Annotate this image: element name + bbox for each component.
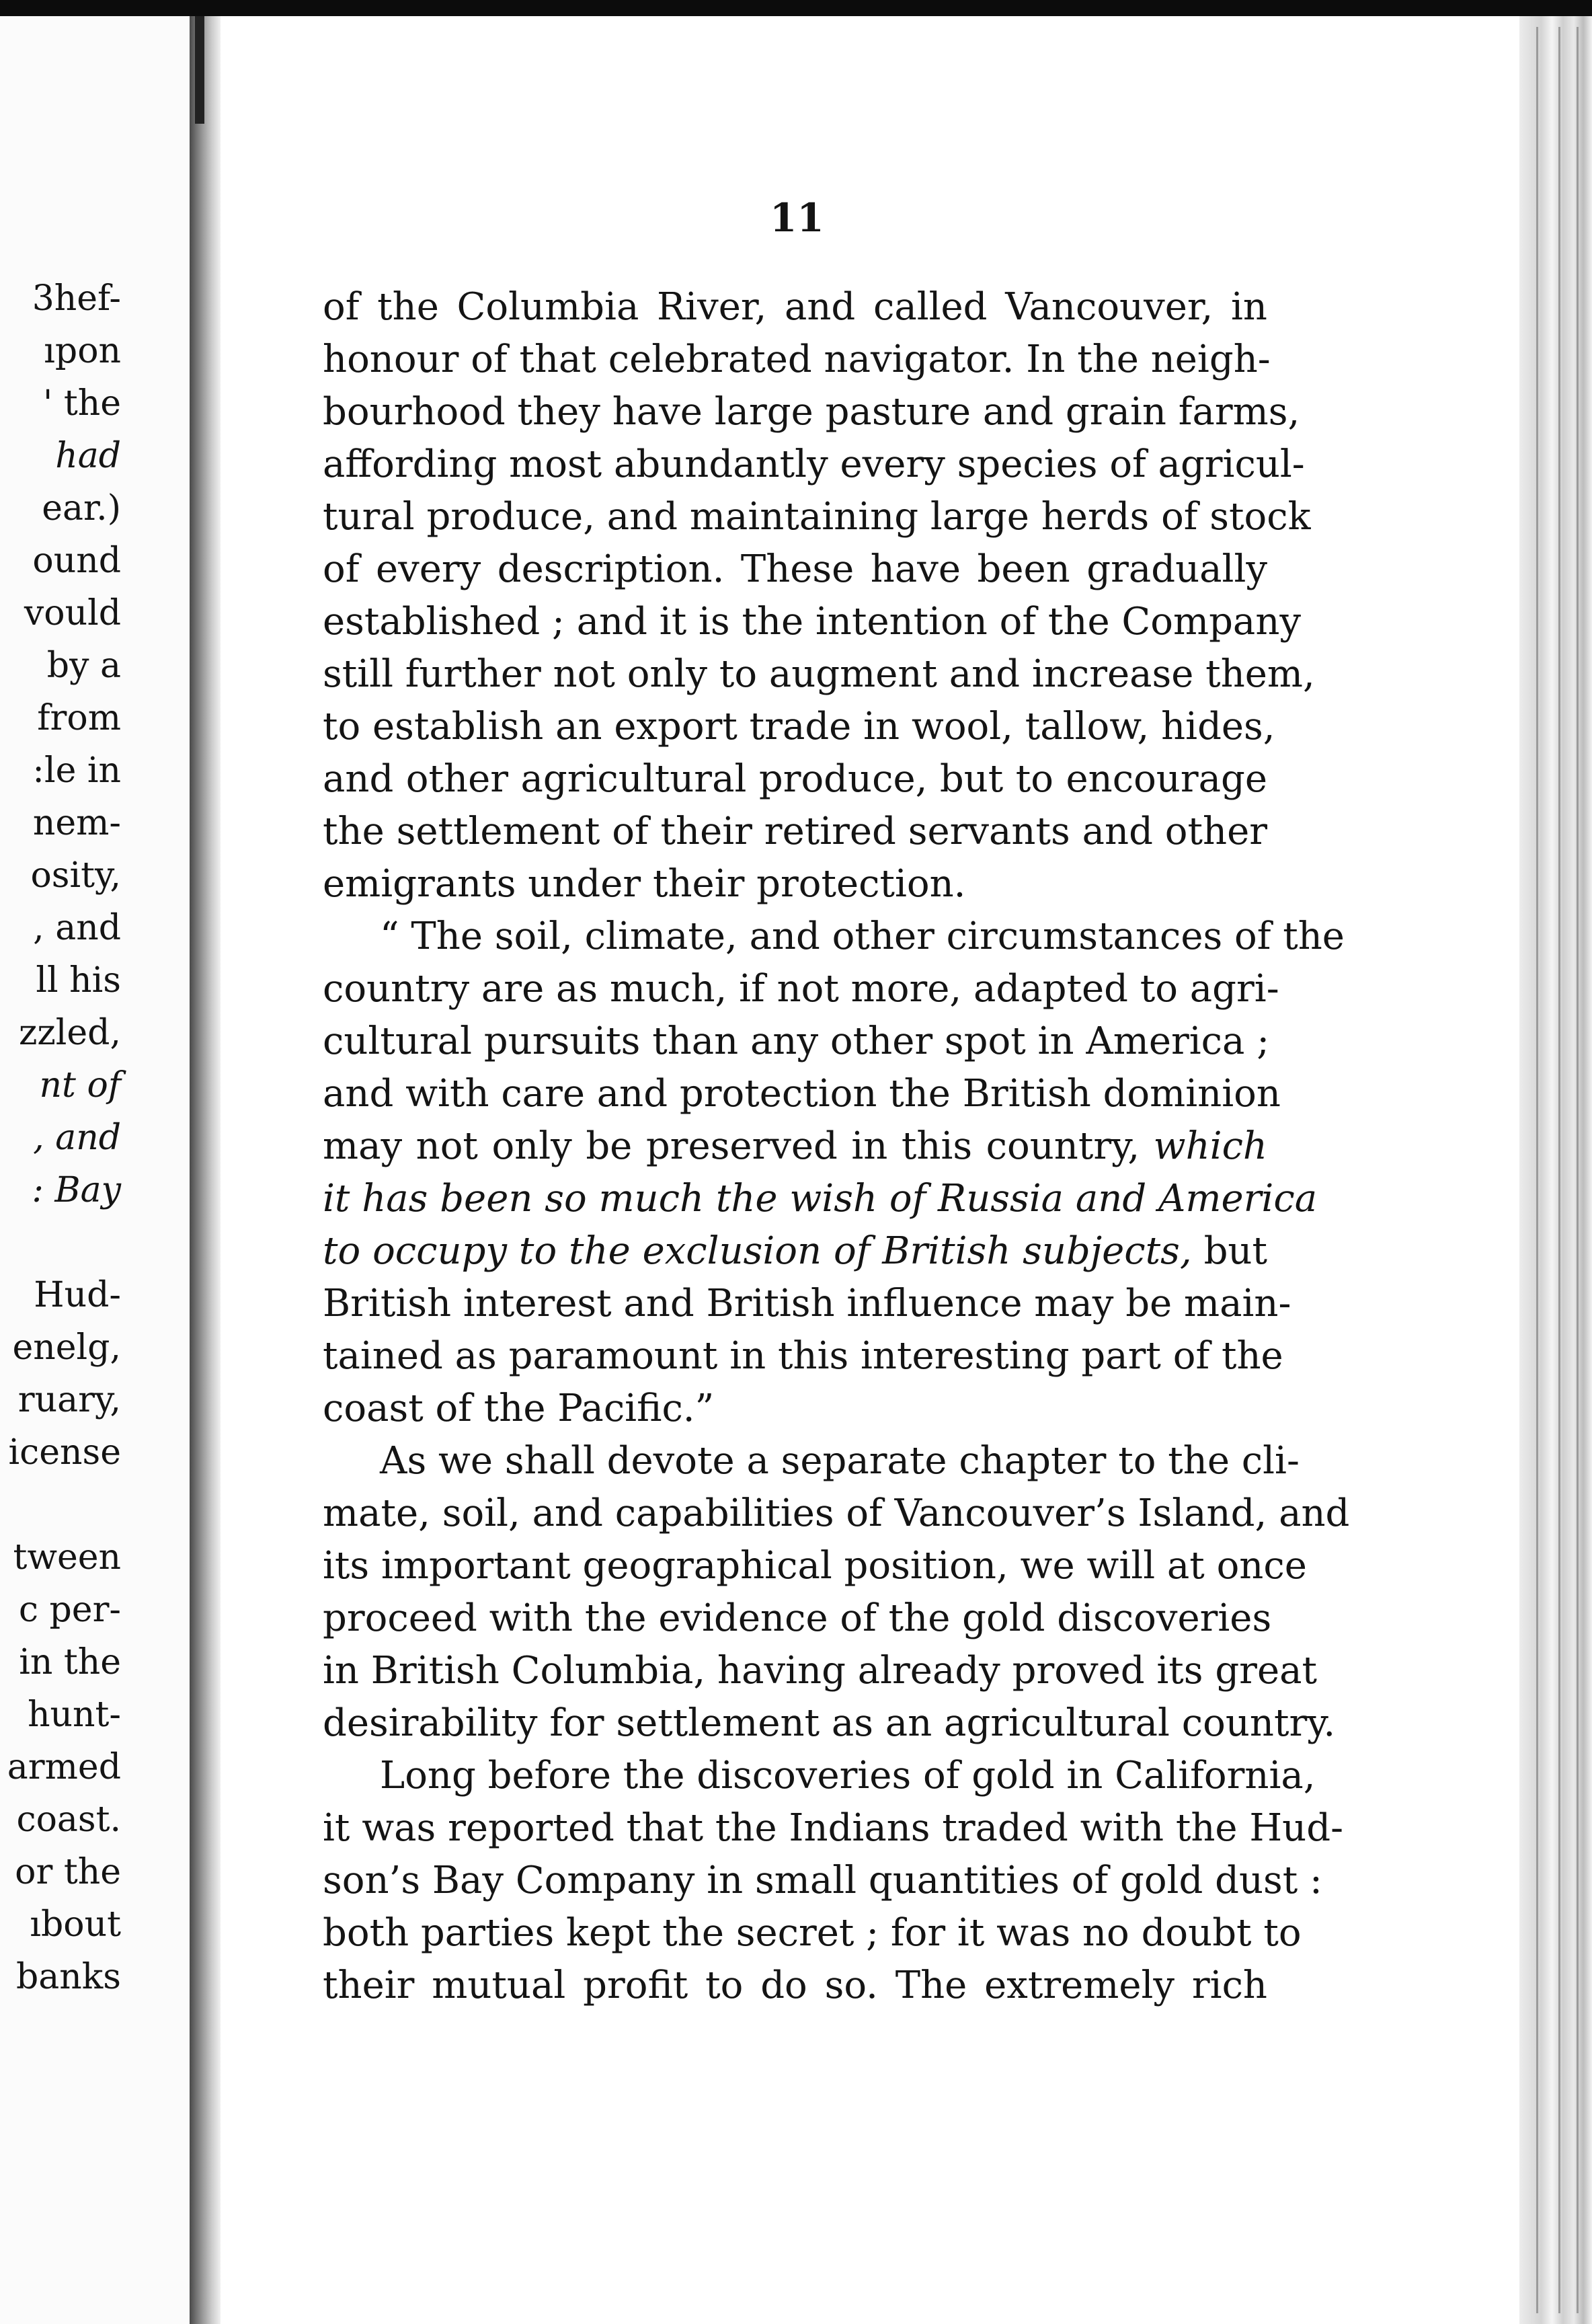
fragment-line: ruary, [17,1380,121,1420]
text-line [323,1173,1318,1225]
italic-segment: to occupy to the exclusion of British subjects, [323,1229,1192,1273]
text-line: it was reported that the Indians traded with the Hud- [323,1806,1344,1850]
fragment-line: armed [7,1747,121,1787]
fragment-line: osity, [30,855,121,896]
text-line: Long before the discoveries of gold in California, [380,1754,1316,1797]
italic-segment: which [1153,1124,1267,1168]
fragment-line: enelg, [12,1327,121,1368]
fragment-line: ıbout [30,1904,121,1945]
italic-segment: it has been so much the wish of Russia and America [323,1177,1318,1221]
fragment-line: 3hef- [32,278,121,319]
fragment-line: nt of [39,1065,121,1106]
text-line: emigrants under their protection. [323,862,966,906]
text-line [323,1225,1267,1278]
fragment-line: :le in [32,750,121,791]
fragment-line: ear.) [42,488,121,529]
fragment-line: by a [46,646,121,686]
fragment-line: or the [15,1852,121,1892]
fragment-line: ' the [43,383,121,424]
text-line: established ; and it is the intention of the Company [323,600,1302,644]
text-line: to establish an export trade in wool, tallow, hides, [323,705,1275,748]
text-line: their mutual profit to do so. The extremely rich [323,1964,1267,2007]
text-line: desirability for settlement as an agricultural country. [323,1701,1336,1745]
text-line: son’s Bay Company in small quantities of gold dust : [323,1859,1322,1902]
fragment-line: tween [13,1537,121,1578]
book-gutter [190,16,221,2324]
text-line: still further not only to augment and increase them, [323,652,1315,696]
text-line: its important geographical position, we will at once [323,1544,1307,1588]
fragment-line: ll his [36,960,121,1001]
gutter-shadow [195,16,204,124]
text-line [323,1120,1267,1173]
text-line: cultural pursuits than any other spot in America ; [323,1019,1270,1063]
text-segment: but [1191,1229,1267,1273]
text-line: both parties kept the secret ; for it was no doubt to [323,1911,1302,1955]
fragment-line: had [55,436,121,476]
text-line: of the Columbia River, and called Vancouver, in [323,285,1267,329]
text-line: affording most abundantly every species of agricul- [323,442,1305,486]
fragment-line: hunt- [28,1695,121,1735]
text-line: tural produce, and maintaining large herds of stock [323,495,1311,539]
fragment-line: zzled, [18,1013,121,1053]
fragment-line: coast. [16,1799,121,1840]
fragment-line: vould [24,593,121,633]
fragment-line: : Bay [32,1170,121,1210]
scan-top-edge [0,0,1592,16]
text-line: and with care and protection the British dominion [323,1072,1281,1116]
text-line: As we shall devote a separate chapter to the cli- [380,1439,1300,1483]
fragment-line: banks [16,1957,121,1997]
page-edge-line [1577,27,1579,2313]
text-line: in British Columbia, having already proved its great [323,1649,1317,1693]
text-line: British interest and British influence may be main- [323,1282,1291,1325]
text-line: honour of that celebrated navigator. In the neigh- [323,338,1271,381]
fragment-line: icense [8,1432,121,1473]
page-edge-line [1558,27,1560,2313]
fragment-line: ound [32,541,121,581]
text-segment: may not only be preserved in this country, [323,1124,1154,1168]
text-line: coast of the Pacific.” [323,1387,715,1430]
text-line: proceed with the evidence of the gold discoveries [323,1596,1272,1640]
text-line: of every description. These have been gradually [323,547,1267,591]
page-number: 11 [770,195,824,241]
fragment-line: Hud- [34,1275,121,1315]
fragment-line: nem- [32,803,121,843]
page-stack-edge [1519,16,1592,2324]
text-line: tained as paramount in this interesting part of the [323,1334,1283,1378]
fragment-line: c per- [18,1590,121,1630]
text-line: mate, soil, and capabilities of Vancouver’s Island, and [323,1492,1350,1535]
text-line: country are as much, if not more, adapted to agri- [323,967,1279,1011]
text-line: “ The soil, climate, and other circumstances of the [380,915,1345,958]
page-edge-line [1536,27,1538,2313]
fragment-line: in the [19,1642,121,1682]
fragment-line: from [37,698,121,738]
fragment-line: ıpon [44,331,121,371]
text-line: bourhood they have large pasture and grain farms, [323,390,1300,434]
fragment-line: , and [33,1118,121,1158]
text-line: the settlement of their retired servants and other [323,810,1267,853]
fragment-line: , and [33,908,121,948]
text-line: and other agricultural produce, but to encourage [323,757,1267,801]
